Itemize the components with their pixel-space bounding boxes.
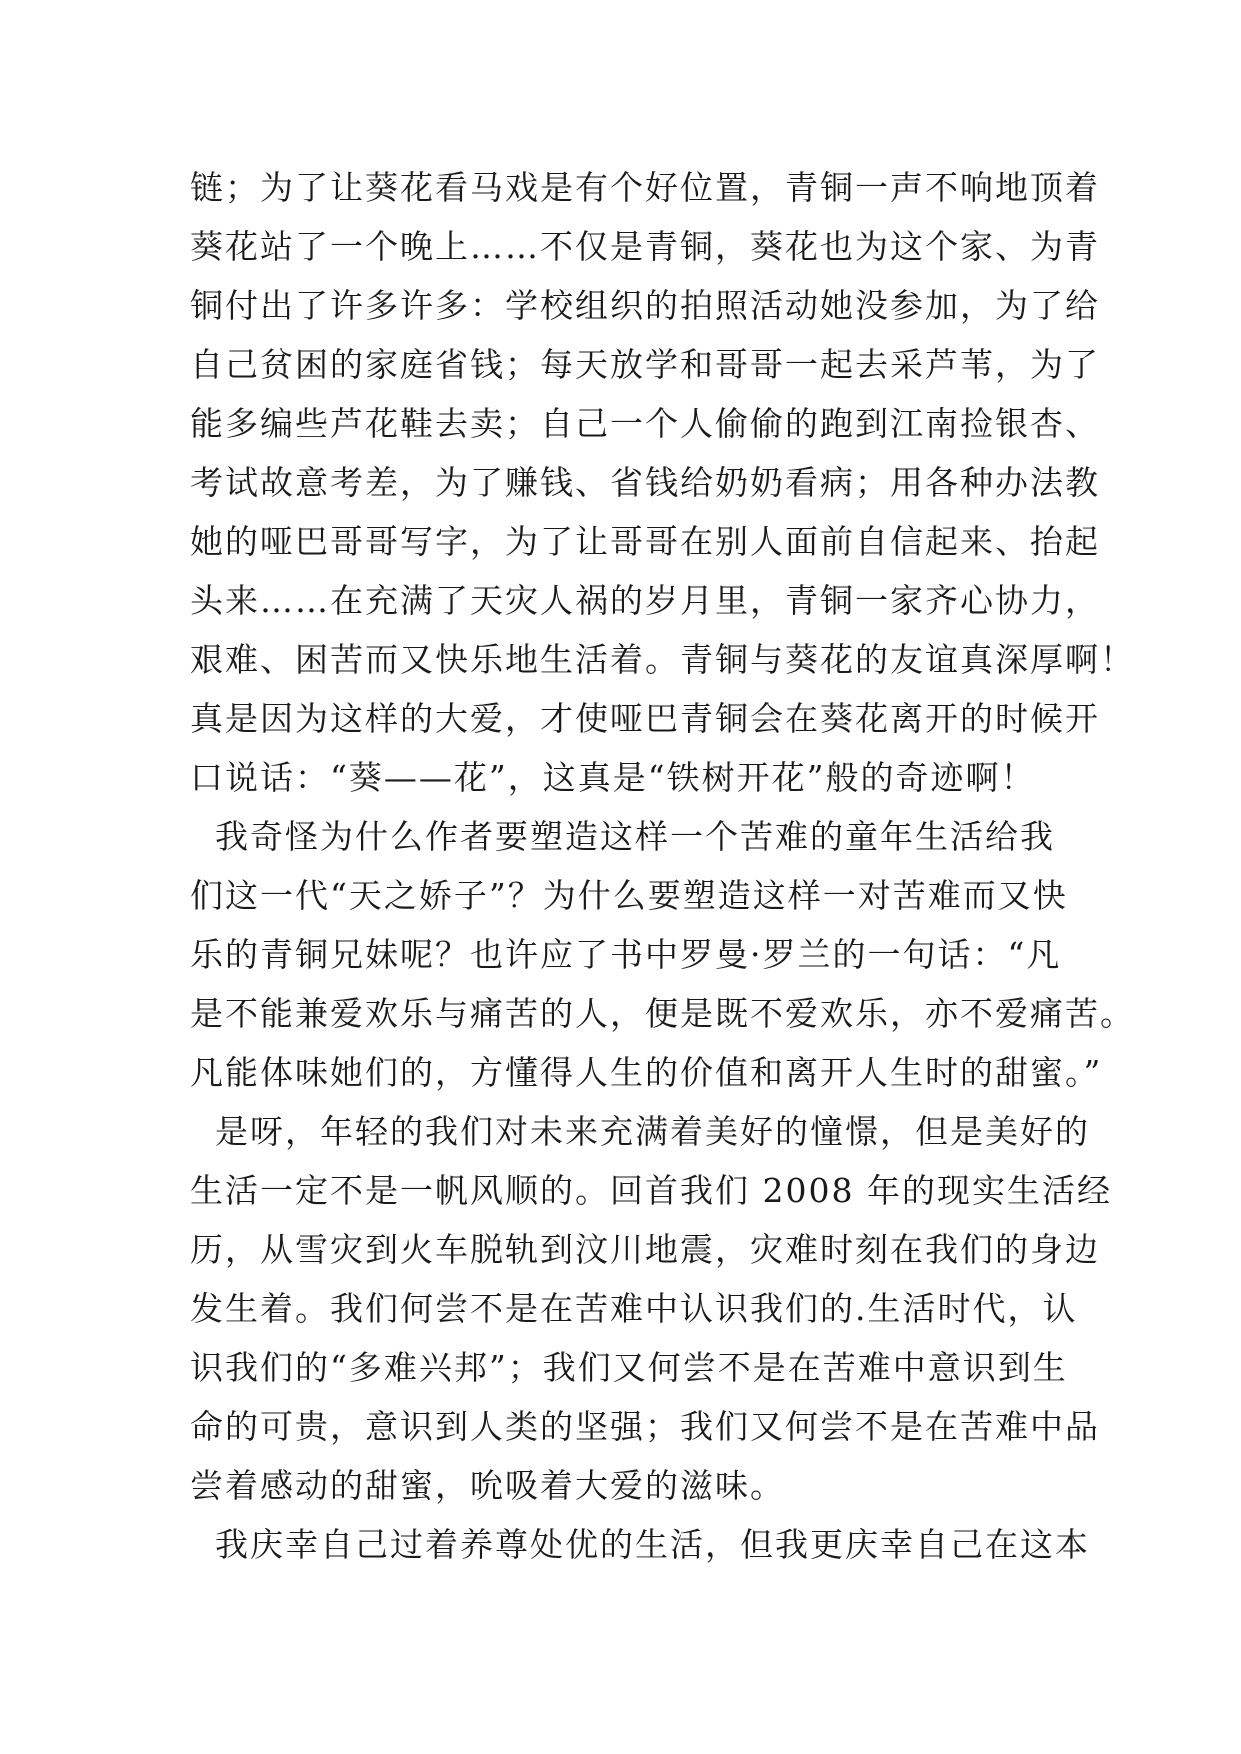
text-line: 命的可贵，意识到人类的坚强；我们又何尝不是在苦难中品: [190, 1407, 1100, 1446]
text-line: 自己贫困的家庭省钱；每天放学和哥哥一起去采芦苇，为了: [190, 345, 1100, 384]
text-line: 识我们的“多难兴邦”；我们又何尝不是在苦难中意识到生: [190, 1348, 1068, 1387]
text-line: 她的哑巴哥哥写字，为了让哥哥在别人面前自信起来、抬起: [190, 522, 1100, 561]
text-line: 口说话：“葵——花”，这真是“铁树开花”般的奇迹啊！: [190, 758, 1036, 797]
text-line: 铜付出了许多许多：学校组织的拍照活动她没参加，为了给: [190, 286, 1100, 325]
text-line: 我庆幸自己过着养尊处优的生活，但我更庆幸自己在这本: [190, 1525, 1090, 1564]
text-line: 我奇怪为什么作者要塑造这样一个苦难的童年生活给我: [190, 817, 1055, 856]
text-line: 发生着。我们何尝不是在苦难中认识我们的.生活时代，认: [190, 1289, 1078, 1328]
text-line: 乐的青铜兄妹呢？也许应了书中罗曼·罗兰的一句话：“凡: [190, 935, 1062, 974]
text-line: 们这一代“天之娇子”？为什么要塑造这样一对苦难而又快: [190, 876, 1068, 915]
text-line: 真是因为这样的大爱，才使哑巴青铜会在葵花离开的时候开: [190, 699, 1100, 738]
text-line: 尝着感动的甜蜜，吮吸着大爱的滋味。: [190, 1466, 785, 1505]
text-line: 链；为了让葵花看马戏是有个好位置，青铜一声不响地顶着: [190, 168, 1100, 207]
body-text: [190, 158, 1135, 1574]
text-line: 是呀，年轻的我们对未来充满着美好的憧憬，但是美好的: [190, 1112, 1090, 1151]
text-line: 凡能体味她们的，方懂得人生的价值和离开人生时的甜蜜。”: [190, 1053, 1103, 1092]
text-line: 葵花站了一个晚上……不仅是青铜，葵花也为这个家、为青: [190, 227, 1100, 266]
text-line: 考试故意考差，为了赚钱、省钱给奶奶看病；用各种办法教: [190, 463, 1100, 502]
text-line: 历，从雪灾到火车脱轨到汶川地震，灾难时刻在我们的身边: [190, 1230, 1100, 1269]
text-line: 生活一定不是一帆风顺的。回首我们 2008 年的现实生活经: [190, 1171, 1112, 1210]
text-line: 能多编些芦花鞋去卖；自己一个人偷偷的跑到江南捡银杏、: [190, 404, 1100, 443]
text-line: 艰难、困苦而又快乐地生活着。青铜与葵花的友谊真深厚啊！: [190, 640, 1135, 679]
text-line: 是不能兼爱欢乐与痛苦的人，便是既不爱欢乐，亦不爱痛苦。: [190, 994, 1135, 1033]
text-line: 头来……在充满了天灾人祸的岁月里，青铜一家齐心协力，: [190, 581, 1100, 620]
